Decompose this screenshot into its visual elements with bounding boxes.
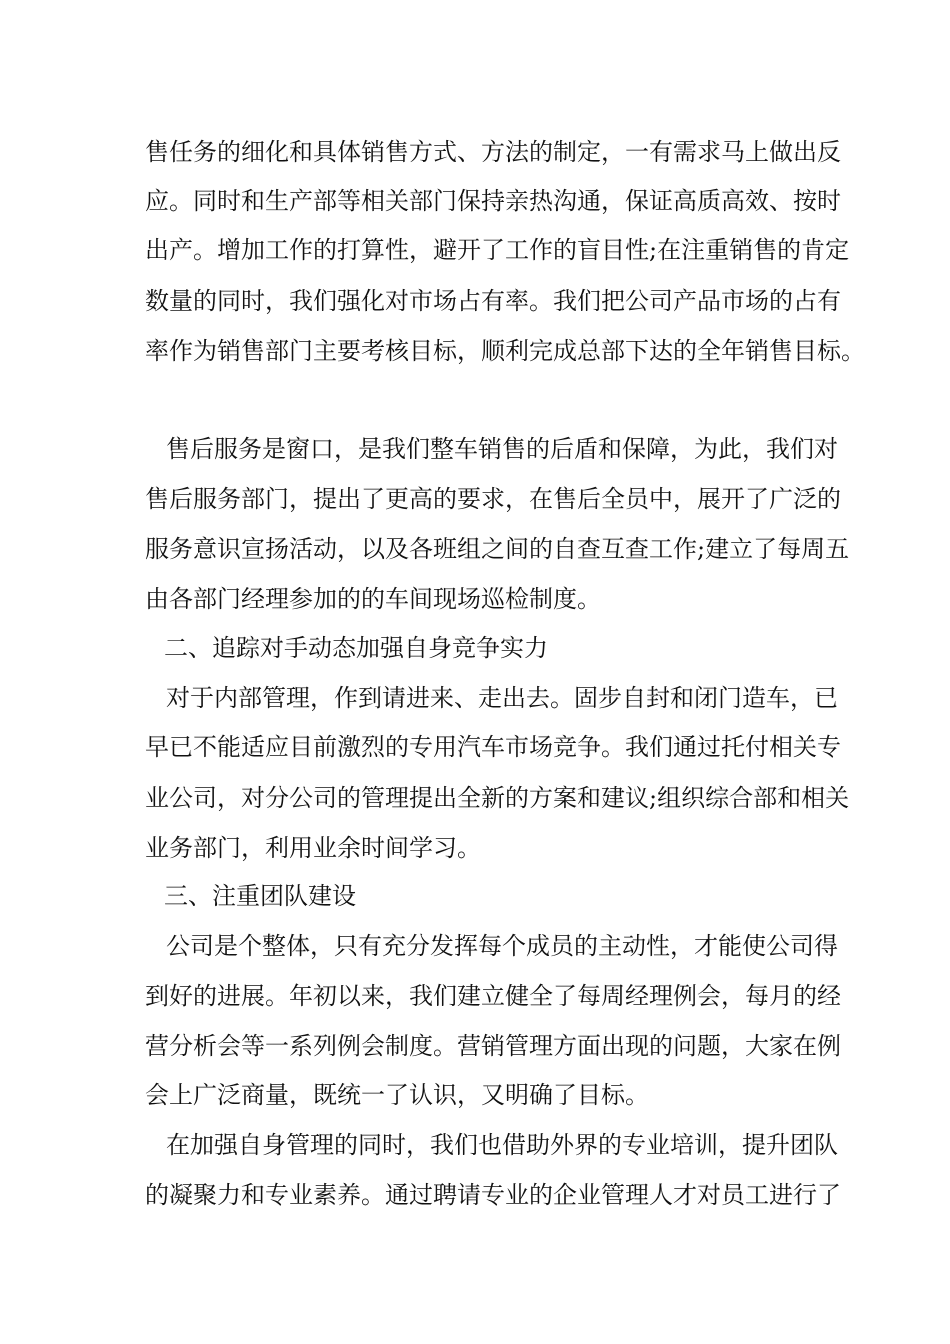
paragraph-line: 由各部门经理参加的的车间现场巡检制度。 [145,585,601,613]
paragraph-line: 公司是个整体，只有充分发挥每个成员的主动性，才能使公司得 [166,932,838,960]
section-heading: 三、注重团队建设 [164,882,356,910]
paragraph-line: 的凝聚力和专业素养。通过聘请专业的企业管理人才对员工进行了 [145,1181,841,1209]
paragraph-line: 会上广泛商量，既统一了认识，又明确了目标。 [145,1081,649,1109]
paragraph-line: 率作为销售部门主要考核目标，顺利完成总部下达的全年销售目标。 [145,337,865,365]
paragraph-line: 早已不能适应目前激烈的专用汽车市场竞争。我们通过托付相关专 [145,733,841,761]
paragraph-line: 应。同时和生产部等相关部门保持亲热沟通，保证高质高效、按时 [145,187,841,215]
paragraph-line: 营分析会等一系列例会制度。营销管理方面出现的问题，大家在例 [145,1032,841,1060]
paragraph-line: 业公司，对分公司的管理提出全新的方案和建议;组织综合部和相关 [145,784,850,812]
paragraph-line: 售后服务部门，提出了更高的要求，在售后全员中，展开了广泛的 [145,485,841,513]
paragraph-line: 服务意识宣扬活动，以及各班组之间的自查互查工作;建立了每周五 [145,535,850,563]
paragraph-line: 出产。增加工作的打算性，避开了工作的盲目性;在注重销售的肯定 [145,236,850,264]
section-heading: 二、追踪对手动态加强自身竞争实力 [164,634,548,662]
paragraph-line: 到好的进展。年初以来，我们建立健全了每周经理例会，每月的经 [145,982,841,1010]
paragraph-line: 售任务的细化和具体销售方式、方法的制定，一有需求马上做出反 [145,138,841,166]
paragraph-line: 对于内部管理，作到请进来、走出去。固步自封和闭门造车，已 [166,684,838,712]
paragraph-line: 在加强自身管理的同时，我们也借助外界的专业培训，提升团队 [166,1131,838,1159]
paragraph-line: 业务部门，利用业余时间学习。 [145,834,481,862]
paragraph-line: 数量的同时，我们强化对市场占有率。我们把公司产品市场的占有 [145,287,841,315]
paragraph-line: 售后服务是窗口，是我们整车销售的后盾和保障，为此，我们对 [166,435,838,463]
